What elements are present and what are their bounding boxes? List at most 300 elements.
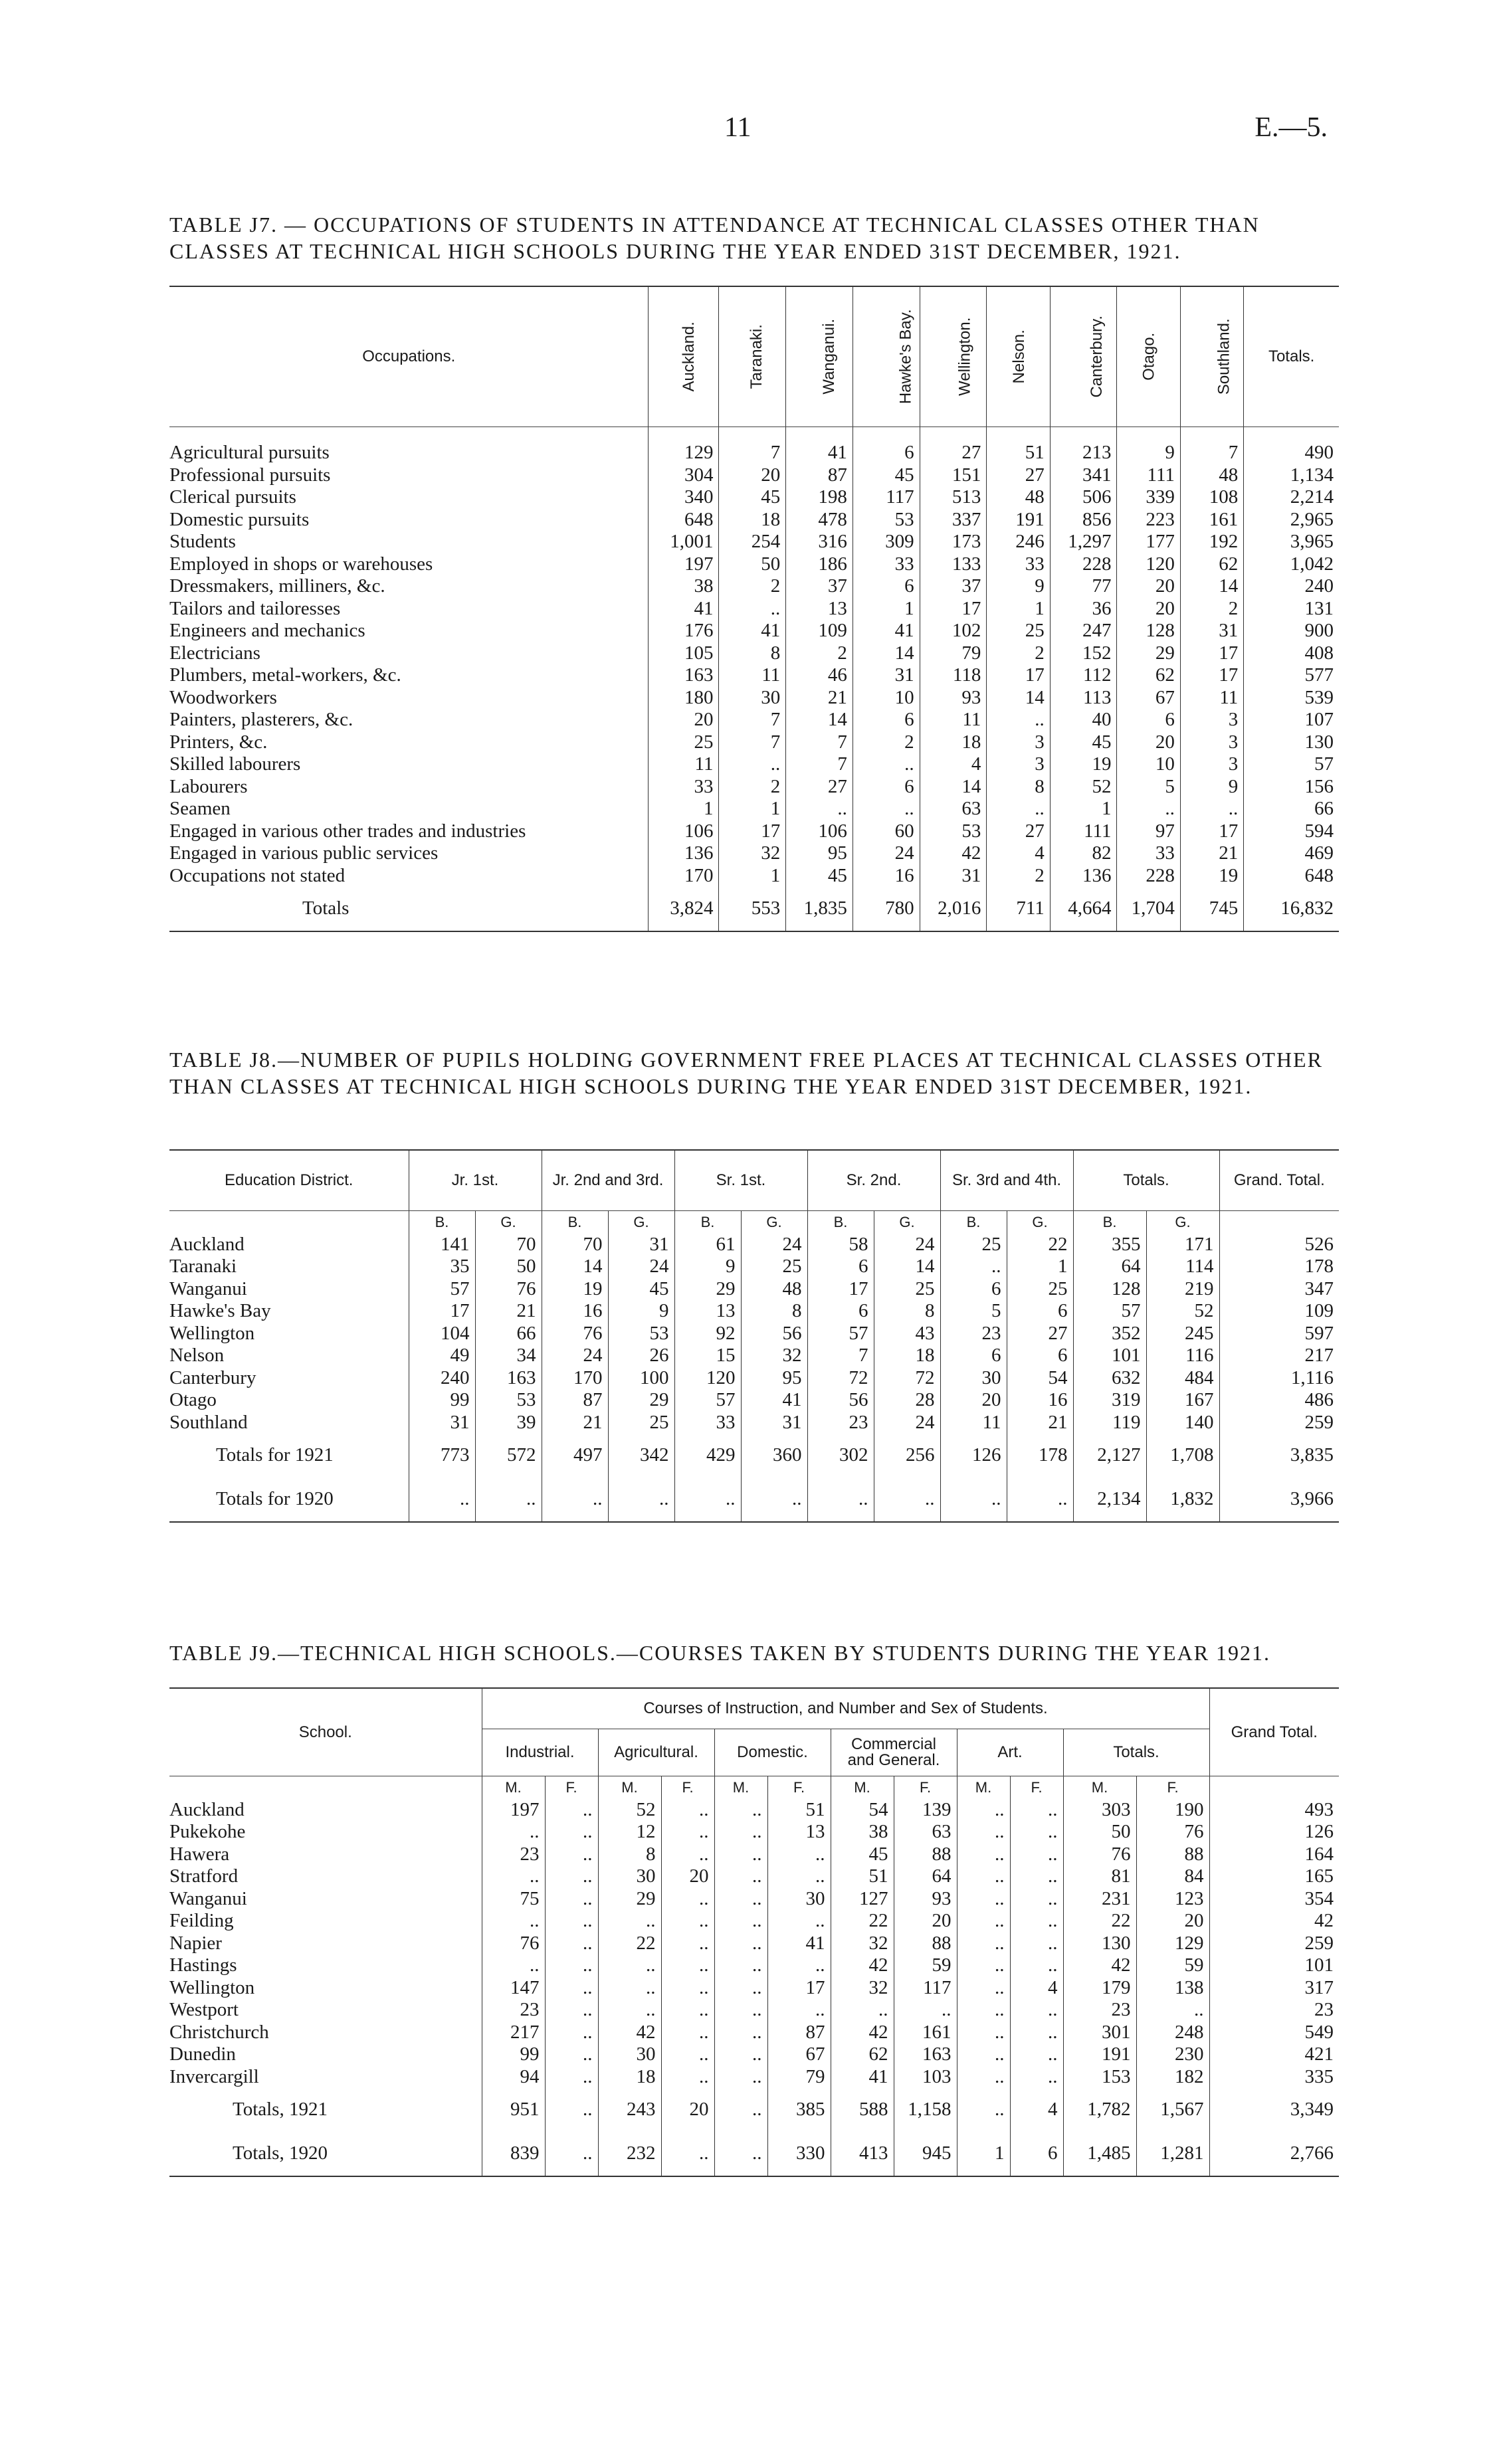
cell-value: 57 [807,1323,874,1345]
cell-value: .. [661,2132,714,2176]
cell-value: 21 [1180,842,1243,865]
cell-value: 111 [1050,820,1117,843]
cell-value: .. [874,1477,940,1522]
cell-value: 53 [853,509,920,531]
column-header [1050,286,1117,427]
cell-value: 57 [1244,753,1339,776]
column-header [719,286,786,427]
cell-value: 48 [987,486,1050,509]
cell-value: 35 [409,1256,475,1278]
super-header: Courses of Instruction, and Number and Sex of Students. [482,1688,1209,1729]
cell-value: 113 [1050,687,1117,710]
column-header [649,286,719,427]
cell-value: 1 [1007,1256,1073,1278]
header-row [169,286,1339,427]
cell-value: 20 [1117,575,1180,598]
sub-header: B. [807,1211,874,1234]
table-row [169,553,1339,576]
table-row [169,865,1339,888]
cell-value: 14 [874,1256,940,1278]
cell-value: .. [598,1999,661,2022]
cell-value: 20 [661,1865,714,1888]
cell-value: 2 [719,575,786,598]
cell-value: 87 [786,464,853,487]
table-row [169,1844,1339,1866]
sub-header: F. [661,1776,714,1799]
cell-value: .. [957,1954,1010,1977]
cell-value: 40 [1050,709,1117,731]
cell-value: 19 [1180,865,1243,888]
cell-value: .. [957,1888,1010,1911]
sub-header: F. [1010,1776,1063,1799]
cell-value: 28 [874,1389,940,1412]
cell-value: 16,832 [1244,887,1339,931]
cell-value: 259 [1209,1933,1339,1955]
cell-value: 130 [1063,1933,1136,1955]
table-row [169,1300,1339,1323]
cell-value: 219 [1146,1278,1219,1301]
cell-value: 1,567 [1136,2088,1209,2132]
cell-value: 27 [920,442,987,464]
row-label: Electricians [169,642,260,664]
totals-row [169,887,1339,931]
cell-value: 178 [1219,1256,1339,1278]
cell-value: 56 [741,1323,807,1345]
column-header [169,286,649,427]
cell-value: .. [661,1999,714,2022]
cell-value: 16 [853,865,920,888]
cell-value: 27 [1007,1323,1073,1345]
table-row [169,486,1339,509]
cell-value: .. [1007,1477,1073,1522]
sub-header: B. [674,1211,741,1234]
cell-value: 6 [853,776,920,799]
column-header-label: Occupations. [362,347,456,366]
cell-value: 117 [894,1977,957,2000]
row-label: Totals for 1920 [216,1488,334,1510]
column-group-header: Totals. [1073,1150,1219,1211]
row-label: Canterbury [169,1367,256,1388]
table-j7 [169,286,1339,932]
cell-value: 1 [649,798,719,820]
cell-value: 26 [608,1345,674,1367]
cell-value: .. [957,2043,1010,2066]
cell-value: 4 [1010,1977,1063,2000]
cell-value: .. [475,1477,542,1522]
cell-value: 3 [987,753,1050,776]
row-label: Totals, 1921 [233,2099,328,2121]
cell-value: 30 [598,1865,661,1888]
cell-value: 59 [1136,1954,1209,1977]
cell-value: 163 [894,2043,957,2066]
row-label: Stratford [169,1865,239,1887]
cell-value: 140 [1146,1412,1219,1434]
cell-value: 14 [920,776,987,799]
cell-value: 114 [1146,1256,1219,1278]
cell-value: 92 [674,1323,741,1345]
cell-value: 15 [674,1345,741,1367]
cell-value: 33 [649,776,719,799]
cell-value: .. [608,1477,674,1522]
cell-value: 1,001 [649,531,719,553]
cell-value: .. [1010,2043,1063,2066]
cell-value: 79 [767,2066,831,2089]
cell-value: 133 [920,553,987,576]
cell-value: 37 [920,575,987,598]
column-header-label: Auckland. [680,322,698,392]
cell-value: 36 [1050,598,1117,620]
cell-value: 526 [1219,1234,1339,1256]
sub-header: M. [598,1776,661,1799]
spacer-cell [1244,427,1339,442]
cell-value: 23 [1063,1999,1136,2022]
cell-value: 2,965 [1244,509,1339,531]
cell-value: 21 [1007,1412,1073,1434]
cell-value: 105 [649,642,719,665]
cell-value: 246 [987,531,1050,553]
cell-value: .. [598,1977,661,2000]
cell-value: 254 [719,531,786,553]
table-row [169,598,1339,620]
cell-value: 6 [1007,1300,1073,1323]
cell-value: 20 [1117,598,1180,620]
cell-value: 20 [940,1389,1007,1412]
column-group-header: Industrial. [482,1729,598,1776]
cell-value: 2 [853,731,920,754]
cell-value: 76 [1063,1844,1136,1866]
cell-value: 6 [1010,2132,1063,2176]
cell-value: 24 [874,1234,940,1256]
page-number: 11 [724,112,752,143]
cell-value: 5 [1117,776,1180,799]
cell-value: 123 [1136,1888,1209,1911]
cell-value: 217 [1219,1345,1339,1367]
row-label: Dressmakers, milliners, &c. [169,575,385,597]
cell-value: .. [1010,2066,1063,2089]
cell-value: 131 [1244,598,1339,620]
cell-value: 17 [767,1977,831,2000]
cell-value: 197 [649,553,719,576]
table-j9-title: TABLE J9.—TECHNICAL HIGH SCHOOLS.—COURSES TAKEN BY STUDENTS DURING THE YEAR 1921. [169,1641,1271,1665]
cell-value: 21 [542,1412,608,1434]
cell-value: 469 [1244,842,1339,865]
cell-value: .. [545,2132,598,2176]
row-label: Wanganui [169,1278,247,1299]
row-label: Invercargill [169,2065,259,2087]
sub-header: G. [1146,1211,1219,1234]
cell-value: 1,704 [1117,887,1180,931]
cell-value: .. [831,1999,894,2022]
row-label: Dunedin [169,2043,236,2065]
cell-value: 63 [920,798,987,820]
table-row [169,709,1339,731]
cell-value: .. [545,1821,598,1844]
totals-row [169,2088,1339,2132]
cell-value: .. [714,1799,767,1822]
group-header-row [169,1150,1339,1211]
cell-value: 385 [767,2088,831,2132]
cell-value: 247 [1050,620,1117,642]
cell-value: .. [545,2088,598,2132]
cell-value: .. [661,1844,714,1866]
cell-value: 14 [853,642,920,665]
cell-value: 2,016 [920,887,987,931]
cell-value: .. [1136,1999,1209,2022]
cell-value: 76 [475,1278,542,1301]
cell-value: 20 [1117,731,1180,754]
table-row [169,664,1339,687]
column-header [1180,286,1243,427]
cell-value: 1,708 [1146,1434,1219,1477]
cell-value: 223 [1117,509,1180,531]
cell-value: .. [545,1954,598,1977]
cell-value: 17 [987,664,1050,687]
cell-value: 23 [482,1844,545,1866]
cell-value: 309 [853,531,920,553]
cell-value: 588 [831,2088,894,2132]
spacer-row [169,427,1339,442]
cell-value: 57 [409,1278,475,1301]
cell-value: 572 [475,1434,542,1477]
cell-value: .. [545,2022,598,2044]
cell-value: .. [767,1954,831,1977]
table-row [169,464,1339,487]
cell-value: 32 [831,1977,894,2000]
cell-value: 6 [853,575,920,598]
table-j9 [169,1687,1339,2177]
row-label: Westport [169,1999,239,2020]
cell-value: 38 [831,1821,894,1844]
spacer-cell [920,427,987,442]
cell-value: 335 [1209,2066,1339,2089]
cell-value: 103 [894,2066,957,2089]
cell-value: 17 [807,1278,874,1301]
cell-value: .. [714,1910,767,1933]
column-header-label: Canterbury. [1087,316,1106,398]
cell-value: .. [545,1865,598,1888]
cell-value: 41 [767,1933,831,1955]
cell-value: 139 [894,1799,957,1822]
column-group-header: Sr. 1st. [674,1150,807,1211]
cell-value: 9 [1117,442,1180,464]
cell-value: 72 [874,1367,940,1390]
table-row [169,731,1339,754]
column-header-label: Taranaki. [748,324,766,389]
row-label: Wellington [169,1976,255,1998]
sub-header-blank [1209,1776,1339,1799]
table-j8 [169,1149,1339,1523]
cell-value: 191 [1063,2043,1136,2066]
row-label: Auckland [169,1233,245,1255]
cell-value: 153 [1063,2066,1136,2089]
cell-value: 128 [1073,1278,1146,1301]
cell-value: 127 [831,1888,894,1911]
cell-value: .. [957,2022,1010,2044]
cell-value: 11 [1180,687,1243,710]
table-row [169,1865,1339,1888]
row-label: Hawke's Bay [169,1300,271,1321]
cell-value: .. [661,1954,714,1977]
column-group-header: Sr. 2nd. [807,1150,940,1211]
row-label: Students [169,531,236,552]
sub-header: M. [714,1776,767,1799]
cell-value: .. [957,2066,1010,2089]
row-label: Totals, 1920 [233,2142,328,2164]
cell-value: 45 [608,1278,674,1301]
cell-value: 339 [1117,486,1180,509]
cell-value: .. [987,798,1050,820]
table-row [169,1345,1339,1367]
row-label: Occupations not stated [169,864,346,886]
cell-value: 3 [1180,753,1243,776]
cell-value: .. [661,2066,714,2089]
cell-value: 64 [894,1865,957,1888]
row-label: Auckland [169,1798,245,1820]
cell-value: 240 [409,1367,475,1390]
cell-value: 259 [1219,1412,1339,1434]
cell-value: 2 [719,776,786,799]
cell-value: 2,766 [1209,2132,1339,2176]
cell-value: .. [853,798,920,820]
cell-value: 3,965 [1244,531,1339,553]
cell-value: .. [957,1844,1010,1866]
cell-value: 25 [608,1412,674,1434]
cell-value: 27 [987,820,1050,843]
sub-header: M. [482,1776,545,1799]
cell-value: 198 [786,486,853,509]
cell-value: 126 [1209,1821,1339,1844]
cell-value: 4,664 [1050,887,1117,931]
table-row [169,753,1339,776]
cell-value: 95 [786,842,853,865]
cell-value: 102 [920,620,987,642]
cell-value: 6 [853,442,920,464]
cell-value: 31 [853,664,920,687]
cell-value: 352 [1073,1323,1146,1345]
row-label: Plumbers, metal-workers, &c. [169,664,401,686]
cell-value: 24 [741,1234,807,1256]
cell-value: 330 [767,2132,831,2176]
cell-value: .. [719,753,786,776]
cell-value: 152 [1050,642,1117,665]
cell-value: 17 [1180,820,1243,843]
cell-value: 178 [1007,1434,1073,1477]
column-header [1244,286,1339,427]
column-group-header: Commercial and General. [831,1729,957,1776]
cell-value: 1 [719,798,786,820]
cell-value: 839 [482,2132,545,2176]
cell-value: .. [661,1910,714,1933]
cell-value: 42 [920,842,987,865]
cell-value: 3,835 [1219,1434,1339,1477]
cell-value: .. [957,1910,1010,1933]
cell-value: .. [714,2132,767,2176]
cell-value: 711 [987,887,1050,931]
cell-value: 20 [1136,1910,1209,1933]
cell-value: 24 [542,1345,608,1367]
cell-value: 23 [807,1412,874,1434]
cell-value: .. [714,1844,767,1866]
cell-value: .. [545,2066,598,2089]
cell-value: 79 [920,642,987,665]
cell-value: .. [767,1999,831,2022]
cell-value: 93 [894,1888,957,1911]
cell-value: 108 [1180,486,1243,509]
cell-value: 539 [1244,687,1339,710]
cell-value: 360 [741,1434,807,1477]
cell-value: 99 [482,2043,545,2066]
cell-value: 17 [1180,642,1243,665]
sub-header-row [169,1211,1339,1234]
row-label: Domestic pursuits [169,508,310,530]
cell-value: .. [767,1865,831,1888]
cell-value: 106 [649,820,719,843]
row-label: Feilding [169,1910,234,1931]
cell-value: .. [714,1977,767,2000]
cell-value: 24 [608,1256,674,1278]
cell-value: 42 [831,2022,894,2044]
cell-value: .. [545,1999,598,2022]
table-row [169,798,1339,820]
cell-value: .. [661,1799,714,1822]
cell-value: 856 [1050,509,1117,531]
cell-value: 93 [920,687,987,710]
cell-value: .. [482,1821,545,1844]
column-header-label: Wellington. [955,317,974,397]
cell-value: 163 [649,664,719,687]
cell-value: 70 [542,1234,608,1256]
cell-value: 4 [987,842,1050,865]
cell-value: 161 [1180,509,1243,531]
cell-value: 25 [741,1256,807,1278]
table-row [169,575,1339,598]
cell-value: .. [894,1999,957,2022]
cell-value: 31 [920,865,987,888]
cell-value: 6 [853,709,920,731]
sub-header: G. [874,1211,940,1234]
cell-value: 319 [1073,1389,1146,1412]
sub-header: G. [741,1211,807,1234]
cell-value: 66 [1244,798,1339,820]
cell-value: 87 [542,1389,608,1412]
cell-value: 25 [649,731,719,754]
cell-value: .. [1010,1954,1063,1977]
cell-value: 1,281 [1136,2132,1209,2176]
cell-value: 6 [807,1256,874,1278]
totals-row [169,1477,1339,1522]
sub-header: M. [957,1776,1010,1799]
spacer-cell [1050,427,1117,442]
spacer-cell [649,427,719,442]
sub-header: G. [608,1211,674,1234]
cell-value: 87 [767,2022,831,2044]
cell-value: 33 [853,553,920,576]
cell-value: 553 [719,887,786,931]
cell-value: 67 [767,2043,831,2066]
cell-value: .. [714,1821,767,1844]
cell-value: 7 [719,731,786,754]
cell-value: 45 [786,865,853,888]
row-label: Seamen [169,798,231,819]
cell-value: .. [714,2088,767,2132]
cell-value: 62 [1117,664,1180,687]
cell-value: .. [598,1910,661,1933]
table-row [169,2022,1339,2044]
cell-value: 11 [649,753,719,776]
cell-value: 173 [920,531,987,553]
cell-value: 41 [719,620,786,642]
table-row [169,1999,1339,2022]
